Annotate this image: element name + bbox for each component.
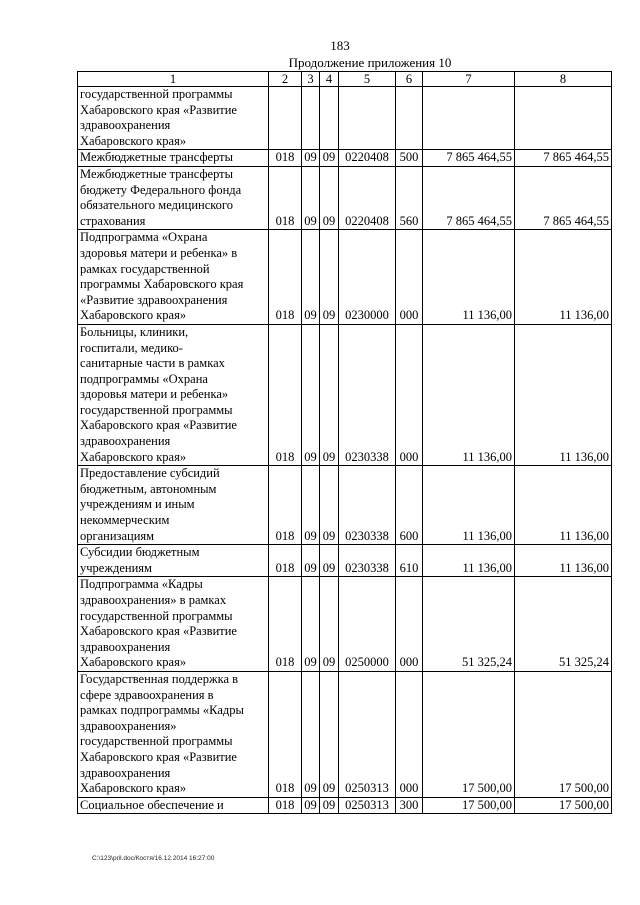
cell-section: 09 [302, 577, 320, 672]
row-name: Социальное обеспечение и [78, 797, 269, 814]
cell-amount-col7: 11 136,00 [423, 466, 515, 545]
cell-ministry-code: 018 [269, 230, 302, 325]
cell-section: 09 [302, 230, 320, 325]
cell-section: 09 [302, 466, 320, 545]
cell-target-item: 0230338 [339, 466, 396, 545]
cell-target-item: 0250313 [339, 797, 396, 814]
table-row [78, 324, 612, 465]
budget-table [77, 71, 612, 814]
cell-amount-col8: 11 136,00 [515, 545, 612, 577]
cell-amount-col7: 17 500,00 [423, 671, 515, 797]
cell-subsection: 09 [320, 324, 339, 465]
cell-target-item: 0250313 [339, 671, 396, 797]
cell-amount-col8: 7 865 464,55 [515, 166, 612, 229]
row-name: Субсидии бюджетным учреждениям [78, 545, 269, 577]
cell-subsection: 09 [320, 545, 339, 577]
cell-amount-col7: 51 325,24 [423, 577, 515, 672]
page-number: 183 [330, 38, 350, 53]
cell-target-item: 0230338 [339, 545, 396, 577]
document-subtitle: Продолжение приложения 10 [288, 55, 452, 70]
row-name: Больницы, клиники, госпитали, медико- санитарные части в рамках подпрограммы «Охрана здоровья матери и ребенка» государственной программы Хабаровского края «Развитие здравоохранения Хабаровского края» [78, 324, 269, 465]
cell-section: 09 [302, 797, 320, 814]
cell-expense-type: 500 [396, 150, 423, 167]
column-header: 4 [320, 72, 339, 87]
cell-ministry-code: 018 [269, 166, 302, 229]
cell-target-item: 0230000 [339, 230, 396, 325]
row-name: Межбюджетные трансферты [78, 150, 269, 167]
cell-section: 09 [302, 545, 320, 577]
table-row [78, 87, 612, 150]
cell-subsection: 09 [320, 797, 339, 814]
cell-target-item: 0220408 [339, 150, 396, 167]
cell-ministry-code: 018 [269, 545, 302, 577]
cell-amount-col8: 17 500,00 [515, 797, 612, 814]
table-row [78, 577, 612, 672]
column-header: 8 [515, 72, 612, 87]
table-row [78, 166, 612, 229]
cell-expense-type: 300 [396, 797, 423, 814]
table-row [78, 671, 612, 797]
row-name: Государственная поддержка в сфере здравоохранения в рамках подпрограммы «Кадры здравоохранения» государственной программы Хабаровского края «Развитие здравоохранения Хабаровского края» [78, 671, 269, 797]
table-row [78, 466, 612, 545]
column-header: 3 [302, 72, 320, 87]
table-row [78, 545, 612, 577]
cell-ministry-code [269, 87, 302, 150]
cell-amount-col8: 17 500,00 [515, 671, 612, 797]
cell-amount-col7: 11 136,00 [423, 324, 515, 465]
cell-ministry-code: 018 [269, 671, 302, 797]
cell-expense-type: 600 [396, 466, 423, 545]
column-header: 2 [269, 72, 302, 87]
cell-subsection: 09 [320, 150, 339, 167]
cell-amount-col8: 51 325,24 [515, 577, 612, 672]
cell-amount-col7: 11 136,00 [423, 230, 515, 325]
cell-amount-col8: 11 136,00 [515, 230, 612, 325]
row-name: Подпрограмма «Кадры здравоохранения» в рамках государственной программы Хабаровского края «Развитие здравоохранения Хабаровского края» [78, 577, 269, 672]
row-name: Предоставление субсидий бюджетным, автономным учреждениям и иным некоммерческим организациям [78, 466, 269, 545]
cell-expense-type: 000 [396, 671, 423, 797]
cell-subsection: 09 [320, 166, 339, 229]
file-path-footer: C:\123\pril.doc/Костя/16.12.2014 16:27:00 [92, 855, 215, 862]
cell-ministry-code: 018 [269, 150, 302, 167]
column-header: 1 [78, 72, 269, 87]
cell-section: 09 [302, 671, 320, 797]
cell-ministry-code: 018 [269, 466, 302, 545]
cell-amount-col7 [423, 87, 515, 150]
cell-amount-col7: 7 865 464,55 [423, 150, 515, 167]
cell-amount-col8: 7 865 464,55 [515, 150, 612, 167]
cell-ministry-code: 018 [269, 577, 302, 672]
cell-expense-type: 000 [396, 577, 423, 672]
row-name: государственной программы Хабаровского края «Развитие здравоохранения Хабаровского края» [78, 87, 269, 150]
cell-expense-type: 000 [396, 230, 423, 325]
cell-section: 09 [302, 166, 320, 229]
cell-expense-type [396, 87, 423, 150]
cell-amount-col8 [515, 87, 612, 150]
column-header: 7 [423, 72, 515, 87]
column-header: 6 [396, 72, 423, 87]
cell-amount-col7: 17 500,00 [423, 797, 515, 814]
row-name: Межбюджетные трансферты бюджету Федерального фонда обязательного медицинского страхования [78, 166, 269, 229]
table-row [78, 150, 612, 167]
cell-section: 09 [302, 150, 320, 167]
cell-ministry-code: 018 [269, 797, 302, 814]
table-row [78, 797, 612, 814]
cell-target-item: 0220408 [339, 166, 396, 229]
cell-ministry-code: 018 [269, 324, 302, 465]
cell-section [302, 87, 320, 150]
cell-target-item [339, 87, 396, 150]
table-header-row [78, 72, 612, 87]
cell-subsection: 09 [320, 577, 339, 672]
cell-section: 09 [302, 324, 320, 465]
cell-subsection [320, 87, 339, 150]
row-name: Подпрограмма «Охрана здоровья матери и ребенка» в рамках государственной программы Хабаровского края «Развитие здравоохранения Хабаровского края» [78, 230, 269, 325]
cell-amount-col8: 11 136,00 [515, 466, 612, 545]
column-header: 5 [339, 72, 396, 87]
cell-expense-type: 000 [396, 324, 423, 465]
cell-subsection: 09 [320, 671, 339, 797]
cell-subsection: 09 [320, 466, 339, 545]
cell-amount-col7: 11 136,00 [423, 545, 515, 577]
table-row [78, 230, 612, 325]
cell-target-item: 0250000 [339, 577, 396, 672]
cell-expense-type: 610 [396, 545, 423, 577]
cell-target-item: 0230338 [339, 324, 396, 465]
cell-subsection: 09 [320, 230, 339, 325]
cell-amount-col8: 11 136,00 [515, 324, 612, 465]
cell-expense-type: 560 [396, 166, 423, 229]
cell-amount-col7: 7 865 464,55 [423, 166, 515, 229]
